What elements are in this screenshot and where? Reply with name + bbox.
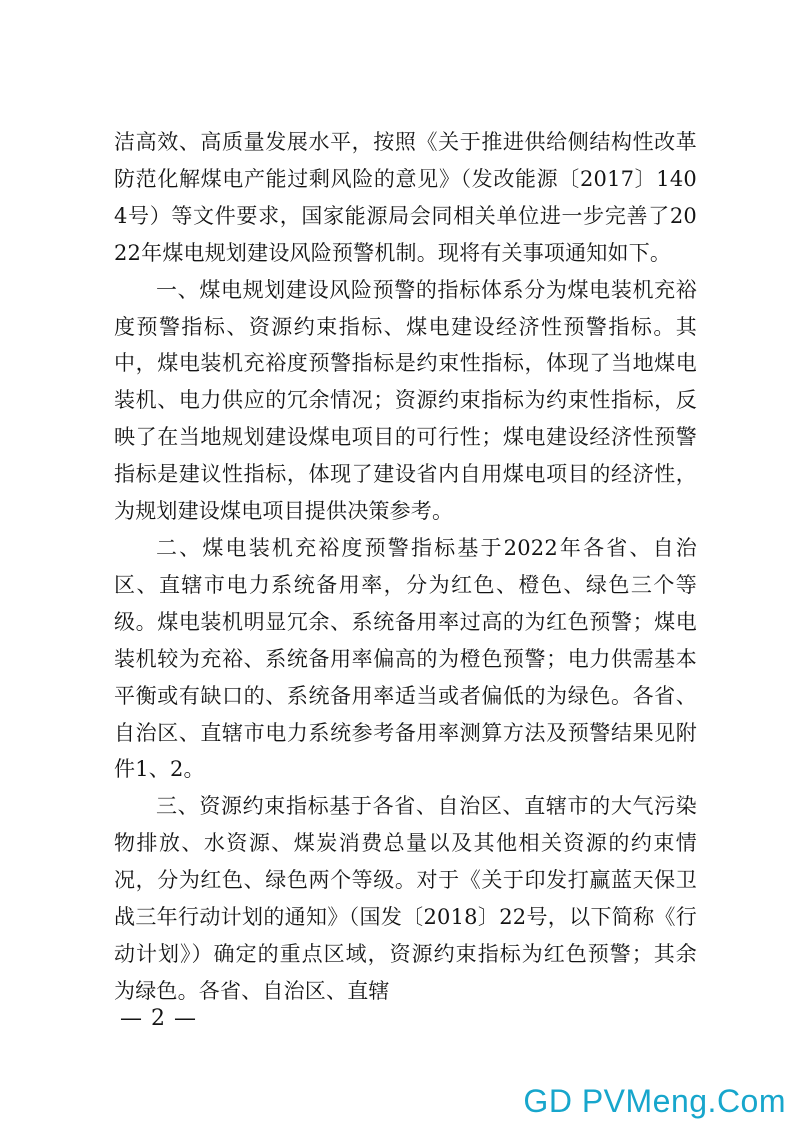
page-number: — 2 —	[120, 1006, 197, 1031]
site-watermark: GD PVMeng.Com	[523, 1083, 786, 1119]
paragraph-continuation: 洁高效、高质量发展水平，按照《关于推进供给侧结构性改革 防范化解煤电产能过剩风险的意见》（发改能源〔2017〕1404号）等文件要求，国家能源局会同相关单位进一步完善了2022年煤电规划建设风险预警机制。现将有关事项通知如下。	[114, 130, 697, 265]
paragraph-item-2: 二、煤电装机充裕度预警指标基于2022年各省、自治区、直辖市电力系统备用率，分为红色、橙色、绿色三个等级。煤电装机明显冗余、系统备用率过高的为红色预警；煤电装机较为充裕、系统备用率偏高的为橙色预警；电力供需基本平衡或有缺口的、系统备用率适当或者偏低的为绿色。各省、自治区、直辖市电力系统参考备用率测算方法及预警结果见附件1、2。	[114, 535, 697, 782]
paragraph-item-3: 三、资源约束指标基于各省、自治区、直辖市的大气污染物排放、水资源、煤炭消费总量以及其他相关资源的约束情况，分为红色、绿色两个等级。对于《关于印发打赢蓝天保卫战三年行动计划的通知》（国发〔2018〕22号，以下简称《行动计划》）确定的重点区域，资源约束指标为红色预警；其余为绿色。各省、自治区、直辖	[114, 794, 697, 1003]
paragraph-item-1: 一、煤电规划建设风险预警的指标体系分为煤电装机充裕度预警指标、资源约束指标、煤电建设经济性预警指标。其中，煤电装机充裕度预警指标是约束性指标，体现了当地煤电装机、电力供应的冗余情况；资源约束指标为约束性指标，反映了在当地规划建设煤电项目的可行性；煤电建设经济性预警指标是建议性指标，体现了建设省内自用煤电项目的经济性，为规划建设煤电项目提供决策参考。	[114, 277, 697, 524]
body-text	[114, 124, 697, 1010]
